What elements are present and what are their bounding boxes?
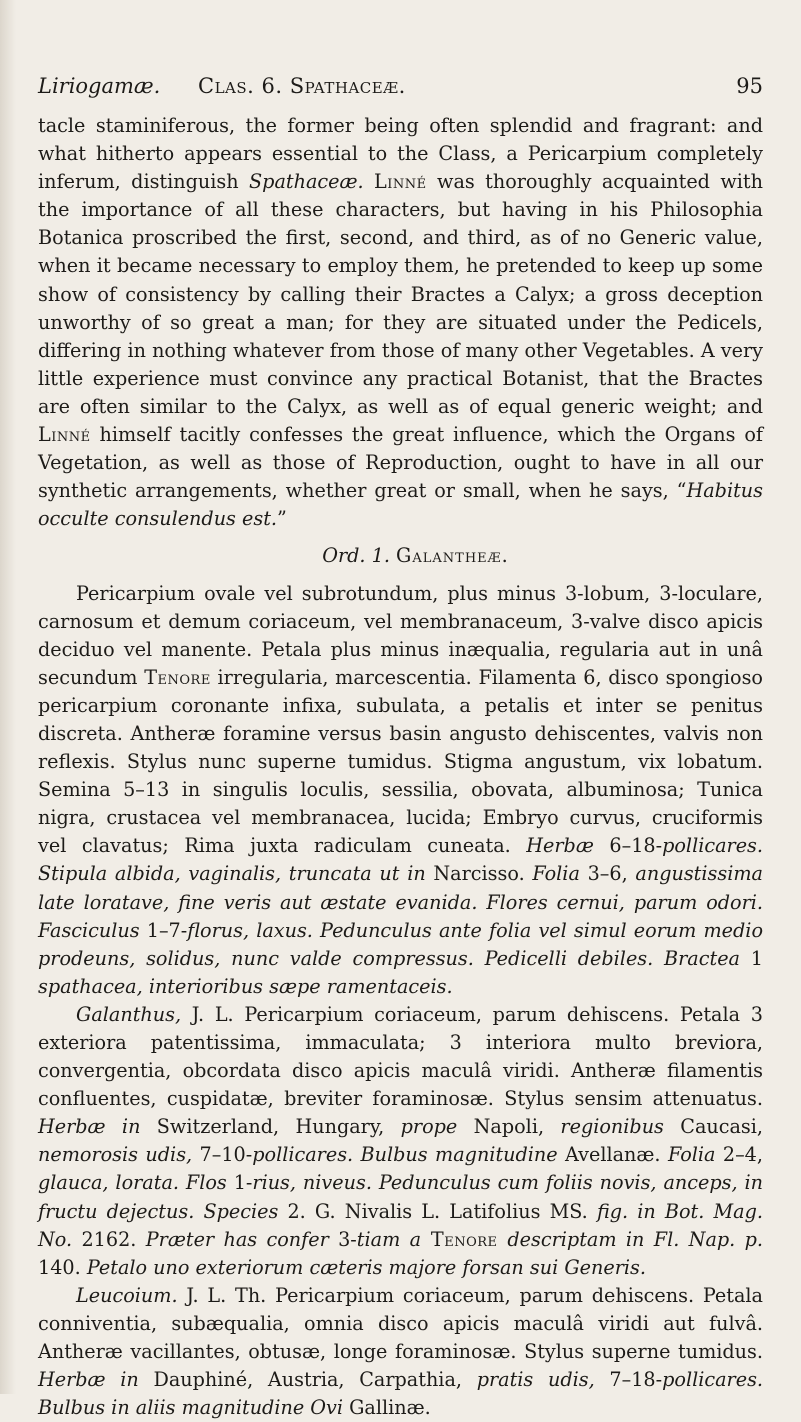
text-run: 140. — [38, 1255, 87, 1279]
text-run: tacle staminiferous, the former being often splendid and fragrant: and what hitherto appears essential to the Class, a Pericarpium completely inferum, distinguish — [38, 114, 763, 194]
text-run-italic: rius, niveus. Pedunculus cum foliis novis, anceps, in fructu dejectus. Species — [38, 1171, 763, 1223]
text-run-italic: nemorosis udis, — [38, 1143, 193, 1167]
text-run: ” — [277, 507, 287, 531]
text-run: 1–7- — [139, 918, 188, 942]
text-run-italic: Spathaceæ. — [249, 170, 364, 194]
text-run: 6–18- — [593, 834, 663, 858]
genus-name: Leucoium. — [76, 1283, 178, 1307]
text-run-italic: pollicares. Stipula albida, vaginalis, truncata ut in — [38, 834, 763, 886]
text-run-italic: descriptam in Fl. Nap. p. — [507, 1227, 763, 1251]
author-name-linne: Linné — [38, 423, 91, 447]
running-header — [38, 74, 763, 108]
text-run: Gallinæ. — [343, 1396, 431, 1420]
order-number: 1. — [365, 544, 397, 568]
text-run-italic: Herbæ in — [38, 1368, 139, 1392]
text-run: J. L. Th. Pericarpium coriaceum, parum dehiscens. Petala conniventia, subæqualia, omnia disco apicis maculâ viridi aut fulvâ. Antheræ vacillantes, obtusæ, longe foraminosæ. Stylus superne tumidus. — [38, 1283, 763, 1364]
genus-name: Galanthus, — [76, 1002, 182, 1026]
text-run-italic: Herbæ in — [38, 1115, 141, 1139]
text-run: Dauphiné, Austria, Carpathia, — [138, 1368, 477, 1392]
text-run: Narcisso. — [425, 862, 533, 886]
text-run: 2–4, — [715, 1143, 763, 1167]
intro-paragraph — [38, 112, 763, 533]
text-run: 1 — [740, 946, 763, 970]
text-run: was thoroughly acquainted with the importance of all these characters, but having in his Philosophia Botanica proscribed the first, second, and third, as of no Generic value, when it became necessary to employ them, he pretended to keep up some show of consistency by calling their Bractes a Calyx; a gross deception unworthy of so great a man; for they are situated under the Pedicels, differing in nothing whatever from those of many other Vegetables. A very little experience must convince any practical Botanist, that the Bractes are often similar to the Calyx, as well as of equal generic weight; and — [38, 170, 763, 418]
text-run: J. L. Pericarpium coriaceum, parum dehiscens. Petala 3 exteriora patentissima, immaculata; 3 interiora multo breviora, convergentia, obcordata disco apicis maculâ viridi. Antheræ filamentis confluentes, cuspidatæ, breviter foraminosæ. Stylus sensim attenuatus. — [38, 1002, 763, 1111]
text-run-italic: tiam a — [356, 1227, 422, 1251]
header-section-title: Liriogamæ. — [38, 74, 161, 98]
quote-italic: Habitus occulte consulendus est. — [38, 479, 763, 531]
text-run: 2. G. Nivalis L. Latifolius MS. — [278, 1199, 597, 1223]
page-number: 95 — [736, 74, 763, 98]
text-run-italic: pollicares. Bulbus magnitudine — [252, 1143, 558, 1167]
genus-galanthus-paragraph — [38, 1001, 763, 1282]
text-run: 7–18- — [594, 1368, 663, 1392]
text-run: 1- — [226, 1171, 253, 1195]
order-label: Ord. — [322, 544, 366, 568]
text-run: Caucasi, — [663, 1115, 764, 1139]
text-run: 7–10- — [192, 1143, 253, 1167]
author-name-linne: Linné — [374, 170, 427, 194]
order-name: Galantheæ. — [396, 544, 509, 568]
text-run-italic: spathacea, interioribus sæpe ramentaceis. — [38, 974, 453, 998]
page-body — [38, 112, 763, 1422]
text-run: Avellanæ. — [557, 1143, 668, 1167]
text-run: 3- — [328, 1227, 357, 1251]
order-heading — [38, 542, 763, 570]
text-run-italic: Folia — [532, 862, 580, 886]
text-run-italic: fig. in Bot. Mag. No. — [38, 1199, 763, 1251]
genus-leucoium-paragraph — [38, 1282, 763, 1422]
text-run: 3–6, — [579, 862, 636, 886]
text-run-italic: prope — [400, 1115, 458, 1139]
text-run-italic: florus, laxus. Pedunculus ante folia vel simul eorum medio prodeuns, solidus, nunc valde compressus. Pedicelli debiles. Bractea — [38, 918, 763, 970]
text-run-italic: Folia — [667, 1143, 716, 1167]
text-run: Pericarpium ovale vel subrotundum, plus minus 3-lobum, 3-loculare, carnosum et demum coriaceum, vel membranaceum, 3-valve disco apicis deciduo vel manente. Petala plus minus inæqualia, regularia aut in unâ secundum — [38, 581, 763, 689]
author-name-tenore: Tenore — [144, 665, 211, 689]
text-run: irregularia, marcescentia. Filamenta 6, disco spongioso pericarpium coronante infixa, subulata, a petalis et inter se penitus discreta. Antheræ foramine versus basin angusto dehiscentes, valvis non reflexis. Stylus nunc superne tumidus. Stigma angustum, vix lobatum. Semina 5–13 in singulis loculis, sessilia, obovata, albuminosa; Tunica nigra, crustacea vel membranacea, lucida; Embryo curvus, cruciformis vel clavatus; Rima juxta radiculam cuneata. — [38, 665, 763, 858]
text-run: himself tacitly confesses the great influence, which the Organs of Vegetation, as well as those of Reproduction, ought to have in all our synthetic arrangements, whether great or small, when he says, “ — [38, 423, 763, 503]
text-run-italic: Præter has confer — [145, 1227, 329, 1251]
text-run-italic: Petalo uno exteriorum cæteris majore forsan sui Generis. — [86, 1255, 646, 1279]
text-run: 2162. — [72, 1227, 146, 1251]
order-description-paragraph — [38, 580, 763, 1001]
page-gutter-shadow — [0, 0, 16, 1394]
text-run-italic: Herbæ — [526, 834, 594, 858]
text-run: Switzerland, Hungary, — [140, 1115, 401, 1139]
text-run-italic: glauca, lorata. Flos — [38, 1171, 227, 1195]
author-name-tenore: Tenore — [421, 1227, 508, 1251]
text-run: Napoli, — [457, 1115, 561, 1139]
text-run-italic: pollicares. Bulbus in aliis magnitudine Ovi — [38, 1368, 764, 1420]
header-class-title: Clas. 6. Spathaceæ. — [198, 74, 406, 98]
text-run-italic: pratis udis, — [476, 1368, 595, 1392]
text-run-italic: angustissima late loratave, fine veris aut æstate evanida. Flores cernui, parum odori. Fasciculus — [38, 862, 763, 942]
text-run-italic: regionibus — [560, 1115, 664, 1139]
